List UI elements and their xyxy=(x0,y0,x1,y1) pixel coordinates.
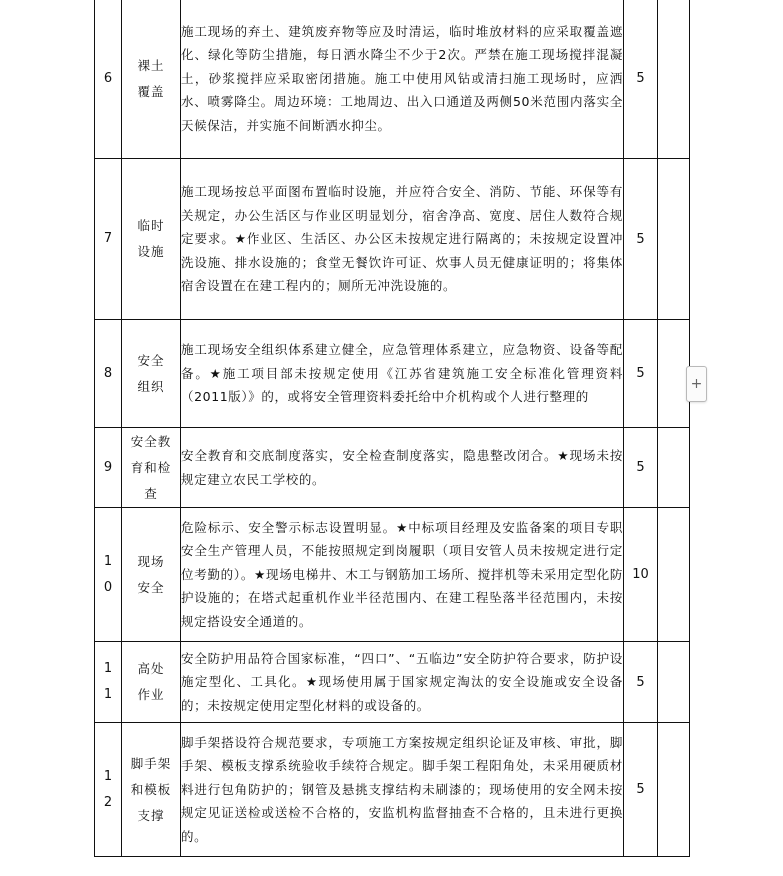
table-row xyxy=(95,723,690,857)
row-category: 安全 组织 xyxy=(122,320,181,428)
row-description: 危险标示、安全警示标志设置明显。★中标项目经理及安监备案的项目专职安全生产管理人员，不能按照规定到岗履职（项目安管人员未按规定进行定位考勤的）。★现场电梯井、木工与钢筋加工场所、搅拌机等未采用定型化防护设施的；在塔式起重机作业半径范围内、在建工程坠落半径范围内，未按规定搭设安全通道的。 xyxy=(181,508,624,642)
row-number-line: 2 xyxy=(103,794,113,810)
row-description: 施工现场的弃土、建筑废弃物等应及时清运，临时堆放材料的应采取覆盖遮化、绿化等防尘措施，每日洒水降尘不少于2次。严禁在施工现场搅拌混凝土，砂浆搅拌应采取密闭措施。施工中使用风钻或清扫施工现场时，应洒水、喷雾降尘。周边环境：工地周边、出入口通道及两侧50米范围内落实全天候保洁，并实施不间断洒水抑尘。 xyxy=(181,0,624,159)
row-score: 5 xyxy=(624,428,658,508)
row-number-line: 1 xyxy=(103,687,113,702)
row-number: 9 xyxy=(95,428,122,508)
row-blank-cell xyxy=(658,428,690,508)
table-row xyxy=(95,0,690,159)
row-description: 施工现场安全组织体系建立健全，应急管理体系建立，应急物资、设备等配备。★施工项目部未按规定使用《江苏省建筑施工安全标准化管理资料（2011版）》的，或将安全管理资料委托给中介机构或个人进行整理的 xyxy=(181,320,624,428)
row-category: 安全教 育和检 查 xyxy=(122,428,181,508)
add-row-button[interactable]: + xyxy=(686,366,707,402)
row-score: 5 xyxy=(624,0,658,159)
inspection-table xyxy=(94,0,690,857)
row-number-line: 1 xyxy=(103,553,113,569)
row-number-line: 1 xyxy=(103,661,113,676)
row-description: 施工现场按总平面图布置临时设施，并应符合安全、消防、节能、环保等有关规定，办公生活区与作业区明显划分，宿舍净高、宽度、居住人数符合规定要求。★作业区、生活区、办公区未按规定进行隔离的；未按规定设置冲洗设施、排水设施的；食堂无餐饮许可证、炊事人员无健康证明的；将集体宿舍设置在在建工程内的；厕所无冲洗设施的。 xyxy=(181,159,624,320)
row-number xyxy=(95,508,122,642)
row-number-line: 0 xyxy=(103,579,113,595)
row-score: 5 xyxy=(624,159,658,320)
row-number: 7 xyxy=(95,159,122,320)
table-row xyxy=(95,159,690,320)
row-score: 5 xyxy=(624,320,658,428)
row-number xyxy=(95,642,122,723)
row-score: 5 xyxy=(624,642,658,723)
row-number: 6 xyxy=(95,0,122,159)
table-row xyxy=(95,642,690,723)
row-score: 10 xyxy=(624,508,658,642)
table-row xyxy=(95,508,690,642)
table-row xyxy=(95,428,690,508)
table-row xyxy=(95,320,690,428)
row-category: 脚手架 和模板 支撑 xyxy=(122,723,181,857)
row-number-line: 1 xyxy=(103,768,113,784)
row-score: 5 xyxy=(624,723,658,857)
row-description: 安全教育和交底制度落实，安全检查制度落实，隐患整改闭合。★现场未按规定建立农民工学校的。 xyxy=(181,428,624,508)
row-description: 安全防护用品符合国家标准，“四口”、“五临边”安全防护符合要求，防护设施定型化、工具化。★现场使用属于国家规定淘汰的安全设施或安全设备的；未按规定使用定型化材料的或设备的。 xyxy=(181,642,624,723)
row-category: 高处 作业 xyxy=(122,642,181,723)
row-category: 现场 安全 xyxy=(122,508,181,642)
row-blank-cell xyxy=(658,723,690,857)
row-category: 裸土 覆盖 xyxy=(122,0,181,159)
row-blank-cell xyxy=(658,159,690,320)
row-blank-cell xyxy=(658,642,690,723)
row-number: 8 xyxy=(95,320,122,428)
row-description: 脚手架搭设符合规范要求，专项施工方案按规定组织论证及审核、审批，脚手架、模板支撑系统验收手续符合规定。脚手架工程阳角处，未采用硬质材料进行包角防护的；钢管及悬挑支撑结构未刷漆的；现场使用的安全网未按规定见证送检或送检不合格的，安监机构监督抽查不合格的，且未进行更换的。 xyxy=(181,723,624,857)
row-category: 临时 设施 xyxy=(122,159,181,320)
row-number xyxy=(95,723,122,857)
row-blank-cell xyxy=(658,320,690,428)
row-blank-cell xyxy=(658,508,690,642)
row-blank-cell xyxy=(658,0,690,159)
